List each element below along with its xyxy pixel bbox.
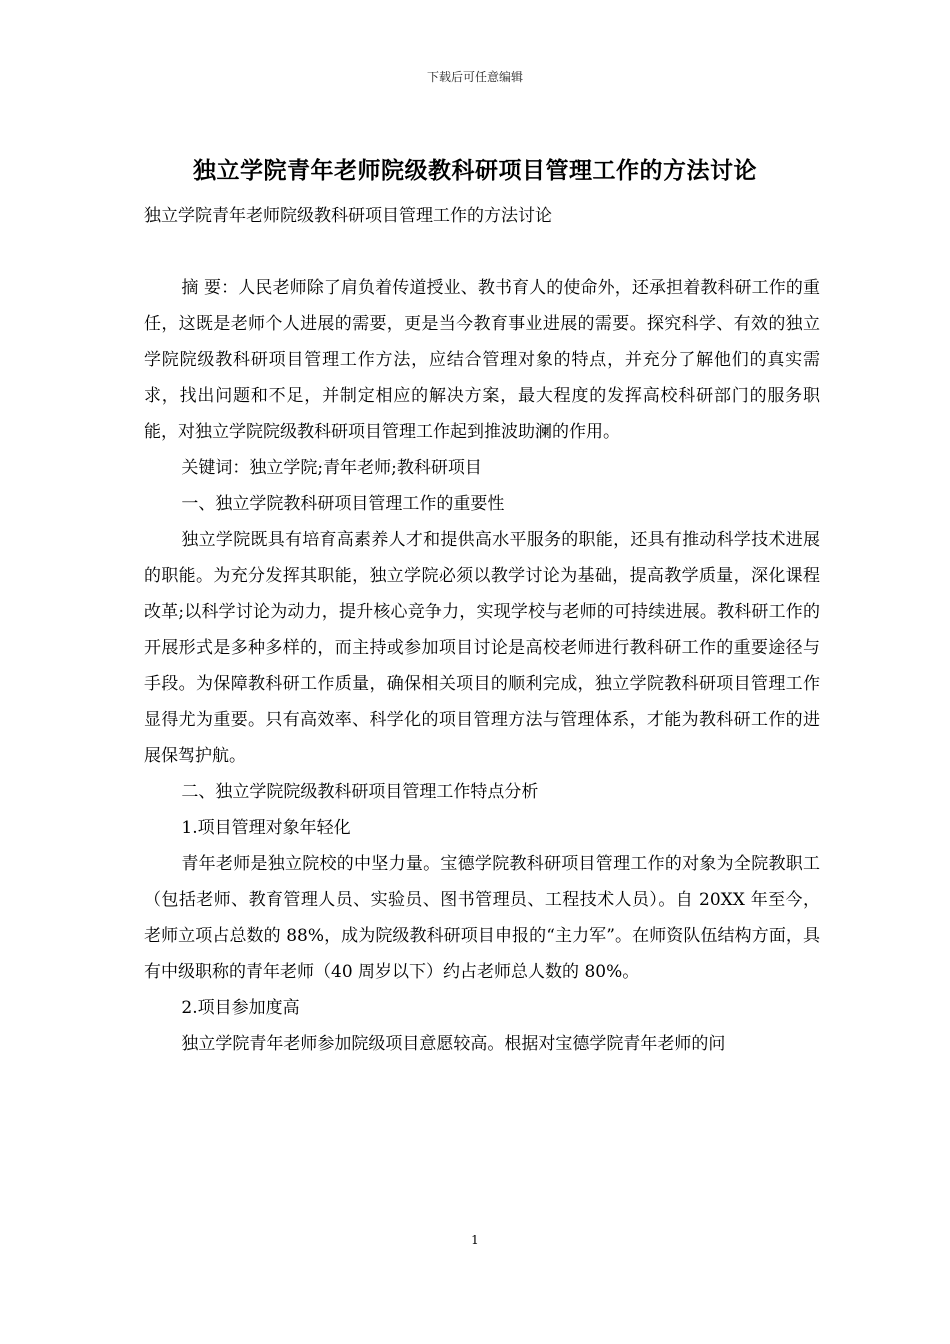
body-paragraph: 青年老师是独立院校的中坚力量。宝德学院教科研项目管理工作的对象为全院教职工（包括老师、教育管理人员、实验员、图书管理员、工程技术人员）。自 20XX 年至今，老师立项占总数的 88%，成为院级教科研项目申报的“主力军”。在师资队伍结构方面，具有中级职称的青年老师（40 周岁以下）约占老师总人数的 80%。 [144,854,820,982]
abstract-paragraph: 摘 要：人民老师除了肩负着传道授业、教书育人的使命外，还承担着教科研工作的重任，这既是老师个人进展的需要，更是当今教育事业进展的需要。探究科学、有效的独立学院院级教科研项目管理工作方法，应结合管理对象的特点，并充分了解他们的真实需求，找出问题和不足，并制定相应的解决方案，最大程度的发挥高校科研部门的服务职能，对独立学院院级教科研项目管理工作起到推波助澜的作用。 [144,278,820,442]
keywords-line: 关键词：独立学院;青年老师;教科研项目 [181,458,482,478]
download-note: 下载后可任意编辑 [426,70,523,84]
section-heading-2: 二、独立学院院级教科研项目管理工作特点分析 [181,782,539,802]
subsection-heading-2: 2.项目参加度高 [181,998,300,1018]
document-body [144,198,820,1062]
document-title: 独立学院青年老师院级教科研项目管理工作的方法讨论 [193,158,757,184]
body-paragraph: 独立学院既具有培育高素养人才和提供高水平服务的职能，还具有推动科学技术进展的职能。为充分发挥其职能，独立学院必须以教学讨论为基础，提高教学质量，深化课程改革;以科学讨论为动力，提升核心竞争力，实现学校与老师的可持续进展。教科研工作的开展形式是多种多样的，而主持或参加项目讨论是高校老师进行教科研工作的重要途径与手段。为保障教科研工作质量，确保相关项目的顺利完成，独立学院教科研项目管理工作显得尤为重要。只有高效率、科学化的项目管理方法与管理体系，才能为教科研工作的进展保驾护航。 [144,530,820,766]
page-number: 1 [471,1233,479,1247]
document-subtitle: 独立学院青年老师院级教科研项目管理工作的方法讨论 [144,206,552,226]
body-paragraph: 独立学院青年老师参加院级项目意愿较高。根据对宝德学院青年老师的问 [181,1034,726,1054]
subsection-heading-1: 1.项目管理对象年轻化 [181,818,351,838]
section-heading-1: 一、独立学院教科研项目管理工作的重要性 [181,494,505,514]
